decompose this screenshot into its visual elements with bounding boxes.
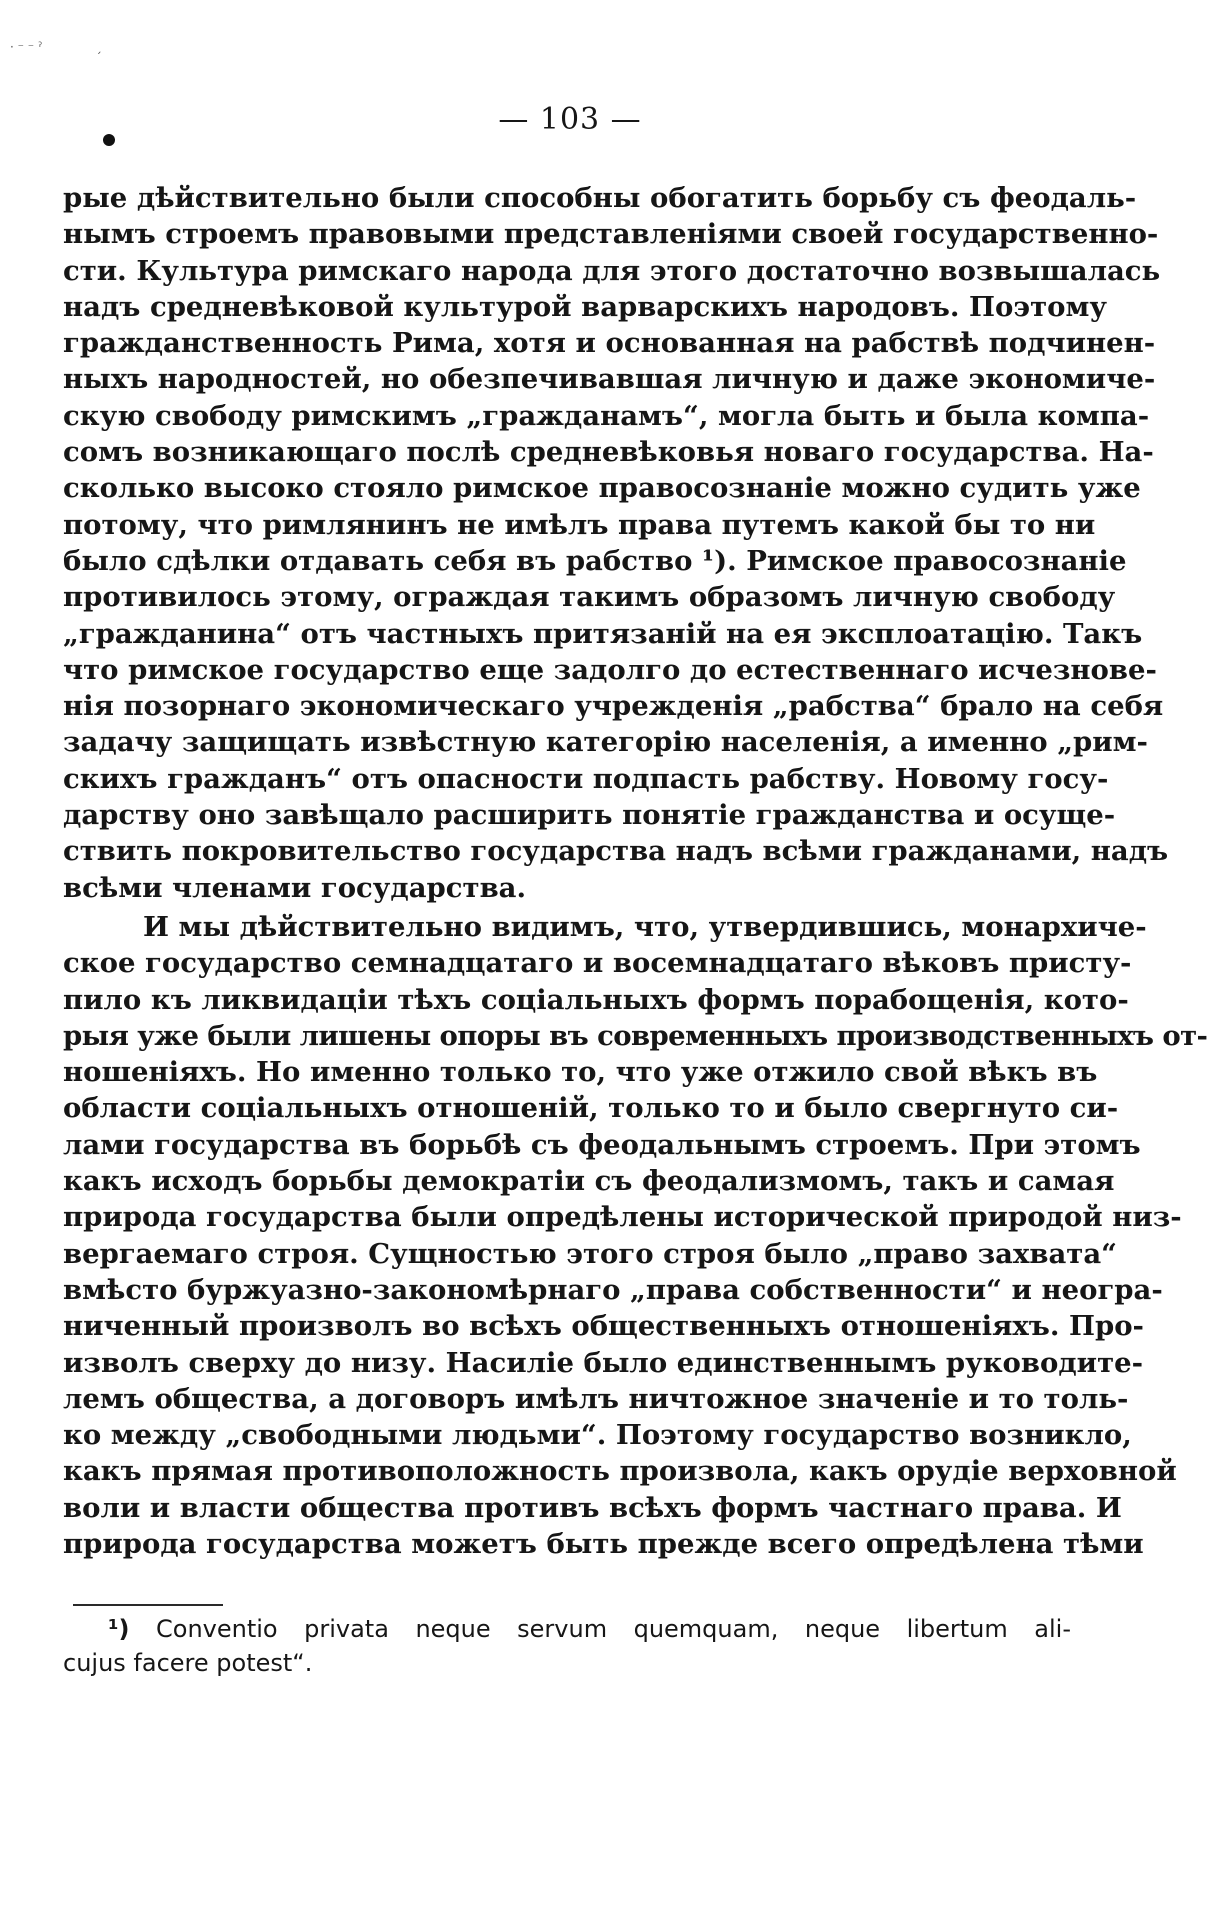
footnote-line: cujus facere potest“. <box>63 1649 313 1677</box>
footnote <box>63 1612 1071 1680</box>
text-line: сколько высоко стояло римское правосознаніе можно судить уже <box>63 472 1141 505</box>
paragraph-2 <box>63 909 1207 1562</box>
text-line: ко между „свободными людьми“. Поэтому государство возникло, <box>63 1419 1132 1452</box>
text-line: надъ средневѣковой культурой варварскихъ народовъ. Поэтому <box>63 290 1107 323</box>
text-line: что римское государство еще задолго до естественнаго исчезнове- <box>63 653 1157 686</box>
text-line: пило къ ликвидаціи тѣхъ соціальныхъ формъ порабощенія, кото- <box>63 983 1129 1016</box>
text-line: потому, что римлянинъ не имѣлъ права путемъ какой бы то ни <box>63 508 1096 541</box>
text-line: сти. Культура римскаго народа для этого достаточно возвышалась <box>63 254 1161 287</box>
text-line: ствить покровительство государства надъ всѣми гражданами, надъ <box>63 835 1169 868</box>
footnote-marker: ¹) <box>108 1615 130 1643</box>
text-line: области соціальныхъ отношеній, только то и было свергнуто си- <box>63 1092 1119 1125</box>
text-line: было сдѣлки отдавать себя въ рабство ¹). Римское правосознаніе <box>63 544 1127 577</box>
scan-artifact-marks: · ⁻ ⁻ ˀ ˏ <box>10 40 102 54</box>
footnote-divider <box>73 1604 223 1606</box>
text-line: „гражданина“ отъ частныхъ притязаній на ея эксплоатацію. Такъ <box>63 617 1143 650</box>
text-line: ское государство семнадцатаго и восемнадцатаго вѣковъ присту- <box>63 947 1132 980</box>
text-line: скую свободу римскимъ „гражданамъ“, могла быть и была компа- <box>63 399 1150 432</box>
text-line: ношеніяхъ. Но именно только то, что уже отжило свой вѣкъ въ <box>63 1056 1098 1089</box>
text-line: какъ прямая противоположность произвола, какъ орудіе верховной <box>63 1455 1177 1488</box>
footnote-line <box>63 1612 1071 1646</box>
text-line: нымъ строемъ правовыми представленіями своей государственно- <box>63 218 1159 251</box>
text-line: задачу защищать извѣстную категорію населенія, а именно „рим- <box>63 726 1148 759</box>
text-line: лемъ общества, а договоръ имѣлъ ничтожное значеніе и то толь- <box>63 1382 1129 1415</box>
text-line: дарству оно завѣщало расширить понятіе гражданства и осуще- <box>63 799 1116 832</box>
text-line: И мы дѣйствительно видимъ, что, утвердившись, монархиче- <box>143 910 1147 943</box>
text-line: лами государства въ борьбѣ съ феодальнымъ строемъ. При этомъ <box>63 1128 1141 1161</box>
text-line: нія позорнаго экономическаго учрежденія „рабства“ брало на себя <box>63 690 1164 723</box>
text-line: рыя уже были лишены опоры въ современныхъ производственныхъ от- <box>63 1019 1207 1052</box>
paragraph-1 <box>63 180 1169 906</box>
text-line: рые дѣйствительно были способны обогатить борьбу съ феодаль- <box>63 182 1137 214</box>
body-text <box>63 180 1207 1562</box>
text-line: всѣми членами государства. <box>63 871 527 904</box>
text-line: какъ исходъ борьбы демократіи съ феодализмомъ, такъ и самая <box>63 1165 1115 1198</box>
text-line: воли и власти общества противъ всѣхъ формъ частнаго права. И <box>63 1491 1122 1524</box>
text-line: гражданственность Рима, хотя и основанная на рабствѣ подчинен- <box>63 327 1156 360</box>
text-line: скихъ гражданъ“ отъ опасности подпасть рабству. Новому госу- <box>63 762 1109 795</box>
page-number: — 103 — <box>498 102 642 137</box>
text-line: противилось этому, ограждая такимъ образомъ личную свободу <box>63 581 1116 614</box>
text-line: ныхъ народностей, но обезпечивавшая личную и даже экономиче- <box>63 363 1156 396</box>
text-line: изволъ сверху до низу. Насиліе было единственнымъ руководите- <box>63 1346 1144 1379</box>
text-line: сомъ возникающаго послѣ средневѣковья новаго государства. На- <box>63 436 1154 469</box>
footnote-text: Conventio privata neque servum quemquam, neque libertum ali- <box>156 1615 1071 1643</box>
text-line: ниченный произволъ во всѣхъ общественныхъ отношеніяхъ. Про- <box>63 1310 1144 1343</box>
text-line: природа государства были опредѣлены исторической природой низ- <box>63 1201 1182 1234</box>
text-line: вергаемаго строя. Сущностью этого строя было „право захвата“ <box>63 1237 1117 1270</box>
text-line: природа государства можетъ быть прежде всего опредѣлена тѣми <box>63 1527 1144 1560</box>
text-line: вмѣсто буржуазно-закономѣрнаго „права собственности“ и неогра- <box>63 1273 1163 1306</box>
